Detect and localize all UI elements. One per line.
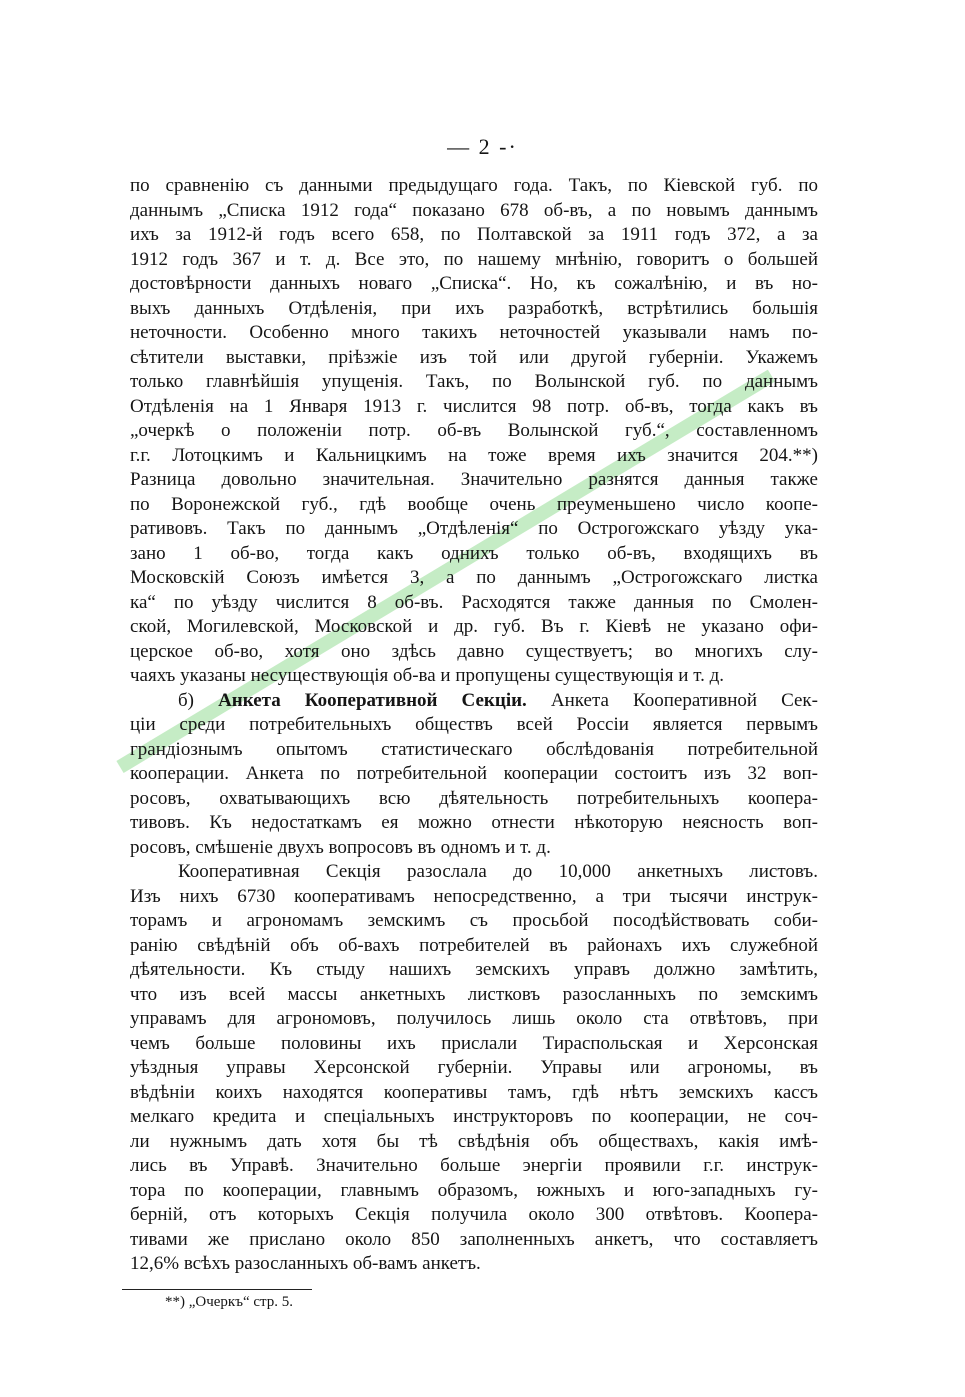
- text-line: мелкаго кредита и спеціальныхъ инструкторовъ по кооперации, не соч-: [130, 1106, 818, 1127]
- text-line: вѣдѣніи коихъ находятся кооперативы тамъ, гдѣ нѣтъ земскихъ кассъ: [130, 1081, 818, 1103]
- text-line: кооперации. Анкета по потребительной кооперации состоитъ изъ 32 воп-: [130, 763, 818, 784]
- text-line: Изъ нихъ 6730 кооперативамъ непосредственно, а три тысячи инструк-: [130, 885, 818, 907]
- footnote: **) „Очеркъ“ стр. 5.: [165, 1294, 294, 1310]
- text-line: грандіознымъ опытомъ статистическаго обслѣдованія потребительной: [130, 738, 818, 760]
- text-line: ка“ по уѣзду числится 8 об-въ. Расходятся также данныя по Смолен-: [130, 591, 818, 613]
- text-line: „очеркѣ о положеніи потр. об-въ Волынской губ.“, составленномъ: [130, 420, 818, 441]
- text-line: ранію свѣдѣній объ об-вахъ потребителей въ районахъ ихъ служебной: [130, 934, 818, 956]
- page-number: — 2 -·: [447, 134, 518, 159]
- text-line: лись въ Управѣ. Значительно больше энергіи проявили г.г. инструк-: [130, 1155, 818, 1176]
- text-line: Отдѣленія на 1 Января 1913 г. числится 98 потр. об-въ, тогда какъ въ: [130, 395, 818, 417]
- body-text: [130, 174, 818, 1277]
- text-line: торамъ и агрономамъ земскимъ съ просьбой посодѣйствовать соби-: [130, 910, 818, 931]
- text-line: ской, Могилевской, Московской и др. губ. Въ г. Кіевѣ не указано офи-: [130, 616, 818, 637]
- text-line: тивовъ. Къ недостаткамъ ея можно отнести нѣкоторую неясность воп-: [130, 812, 818, 833]
- text-line: берній, отъ которыхъ Секція получила около 300 отвѣтовъ. Коопера-: [130, 1204, 818, 1225]
- text-line: росовъ, охватывающихъ всю дѣятельность потребительныхъ коопера-: [130, 787, 818, 809]
- text-line: по сравненію съ данными предыдущаго года. Такъ, по Кіевской губ. по: [130, 175, 818, 196]
- text-line: ціи среди потребительныхъ обществъ всей Россіи является первымъ: [130, 714, 818, 735]
- section-heading-tail: Анкета Кооперативной Сек-: [526, 689, 818, 711]
- text-line: росовъ, смѣшеніе двухъ вопросовъ въ одномъ и т. д.: [130, 836, 551, 858]
- text-line: Кооперативная Секція разослала до 10,000 анкетныхъ листовъ.: [178, 861, 818, 882]
- text-line: управамъ для агрономовъ, получилось лишь около ста отвѣтовъ, при: [130, 1008, 818, 1029]
- section-heading-line: [130, 689, 818, 714]
- text-line: зано 1 об-во, тогда какъ однихъ только об-въ, входящихъ въ: [130, 542, 818, 564]
- text-line: г.г. Лотоцкимъ и Кальницкимъ на тоже время ихъ значится 204.**): [130, 444, 818, 466]
- text-line: достовѣрности данныхъ новаго „Списка“. Но, къ сожалѣнію, и въ но-: [130, 273, 818, 294]
- text-line: ративовъ. Такъ по даннымъ „Отдѣленія“ по Острогожскаго уѣзду ука-: [130, 518, 818, 539]
- text-line: ли нужнымъ дать хотя бы тѣ свѣдѣнія объ обществахъ, какія имѣ-: [130, 1130, 818, 1152]
- text-line: тивами же прислано около 850 заполненныхъ анкетъ, что составляетъ: [130, 1228, 818, 1250]
- text-line: чемъ больше половины ихъ прислали Тираспольская и Херсонская: [130, 1032, 818, 1054]
- text-line: Разница довольно значительная. Значительно разнятся данныя также: [130, 469, 818, 490]
- text-line: Московскій Союзъ имѣется 3, а по даннымъ „Острогожскаго листка: [130, 567, 818, 588]
- section-prefix: б): [178, 689, 219, 711]
- section-heading: Анкета Кооперативной Секціи.: [218, 689, 527, 711]
- footnote-divider: [122, 1289, 312, 1290]
- text-line: выхъ данныхъ Отдѣленія, при ихъ разработкѣ, встрѣтились большія: [130, 297, 818, 319]
- text-line: что изъ всей массы анкетныхъ листковъ разосланныхъ по земскимъ: [130, 983, 818, 1005]
- text-line: тора по кооперации, главнымъ образомъ, южныхъ и юго-западныхъ гу-: [130, 1179, 818, 1201]
- text-line: 12,6% всѣхъ разосланныхъ об-вамъ анкетъ.: [130, 1253, 481, 1274]
- text-line: чаяхъ указаны несуществующія об-ва и пропущены существующія и т. д.: [130, 665, 725, 686]
- text-line: 1912 годъ 367 и т. д. Все это, по нашему мнѣнію, говоритъ о большей: [130, 248, 818, 270]
- text-line: ихъ за 1912-й годъ всего 658, по Полтавской за 1911 годъ 372, а за: [130, 224, 818, 245]
- text-line: только главнѣйшія упущенія. Такъ, по Волынской губ. по даннымъ: [130, 371, 818, 392]
- text-line: по Воронежской губ., гдѣ вообще очень преуменьшено число коопе-: [130, 493, 818, 515]
- text-line: сѣтители выставки, пріѣзжіе изъ той или другой губерніи. Укажемъ: [130, 346, 818, 368]
- text-line: церское об-во, хотя оно здѣсь давно существуетъ; во многихъ слу-: [130, 640, 818, 662]
- text-line: неточности. Особенно много такихъ неточностей указывали намъ по-: [130, 322, 818, 343]
- text-line: дѣятельности. Къ стыду нашихъ земскихъ управъ должно замѣтить,: [130, 959, 818, 980]
- text-line: уѣздныя управы Херсонской губерніи. Управы или агрономы, въ: [130, 1057, 818, 1078]
- text-line: даннымъ „Списка 1912 года“ показано 678 об-въ, а по новымъ даннымъ: [130, 199, 818, 221]
